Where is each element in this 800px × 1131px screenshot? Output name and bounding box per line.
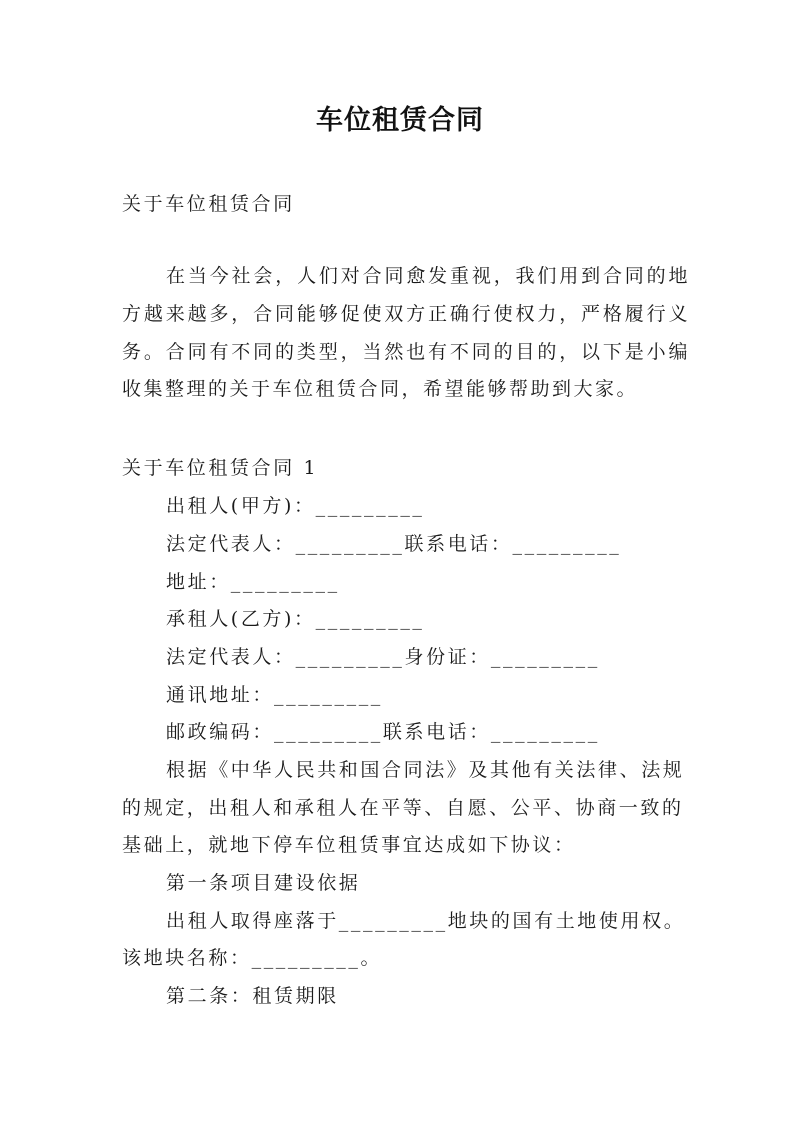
section-heading: 关于车位租赁合同 1 [122,457,319,479]
document-title: 车位租赁合同 [316,105,484,136]
mail-address-field: 通讯地址：_________ [166,684,383,706]
article-1-title: 第一条项目建设依据 [166,872,361,894]
basis-line-3: 基础上，就地下停车位租赁事宜达成如下协议： [122,834,576,856]
lessee-field: 承租人(乙方)：_________ [166,608,425,630]
intro-paragraph: 在当今社会，人们对合同愈发重视，我们用到合同的地方越来越多，合同能够促使双方正确行使权力，严格履行义务。合同有不同的类型，当然也有不同的目的，以下是小编收集整理的关于车位租赁合同，希望能够帮助到大家。 [122,265,690,401]
lessor-representative-phone-field: 法定代表人：_________联系电话：_________ [166,533,622,555]
article-2-title: 第二条：租赁期限 [166,985,339,1007]
article-1-line-1: 出租人取得座落于_________地块的国有土地使用权。 [166,910,686,932]
lessee-representative-id-field: 法定代表人：_________身份证：_________ [166,646,600,668]
article-1-line-2: 该地块名称：_________。 [122,947,383,969]
postcode-phone-field: 邮政编码：_________联系电话：_________ [166,721,600,743]
basis-line-2: 的规定，出租人和承租人在平等、自愿、公平、协商一致的 [122,797,684,819]
document-subtitle: 关于车位租赁合同 [122,193,295,215]
basis-line-1: 根据《中华人民共和国合同法》及其他有关法律、法规 [166,759,685,781]
address-field: 地址：_________ [166,571,340,593]
lessor-field: 出租人(甲方)：_________ [166,495,425,517]
